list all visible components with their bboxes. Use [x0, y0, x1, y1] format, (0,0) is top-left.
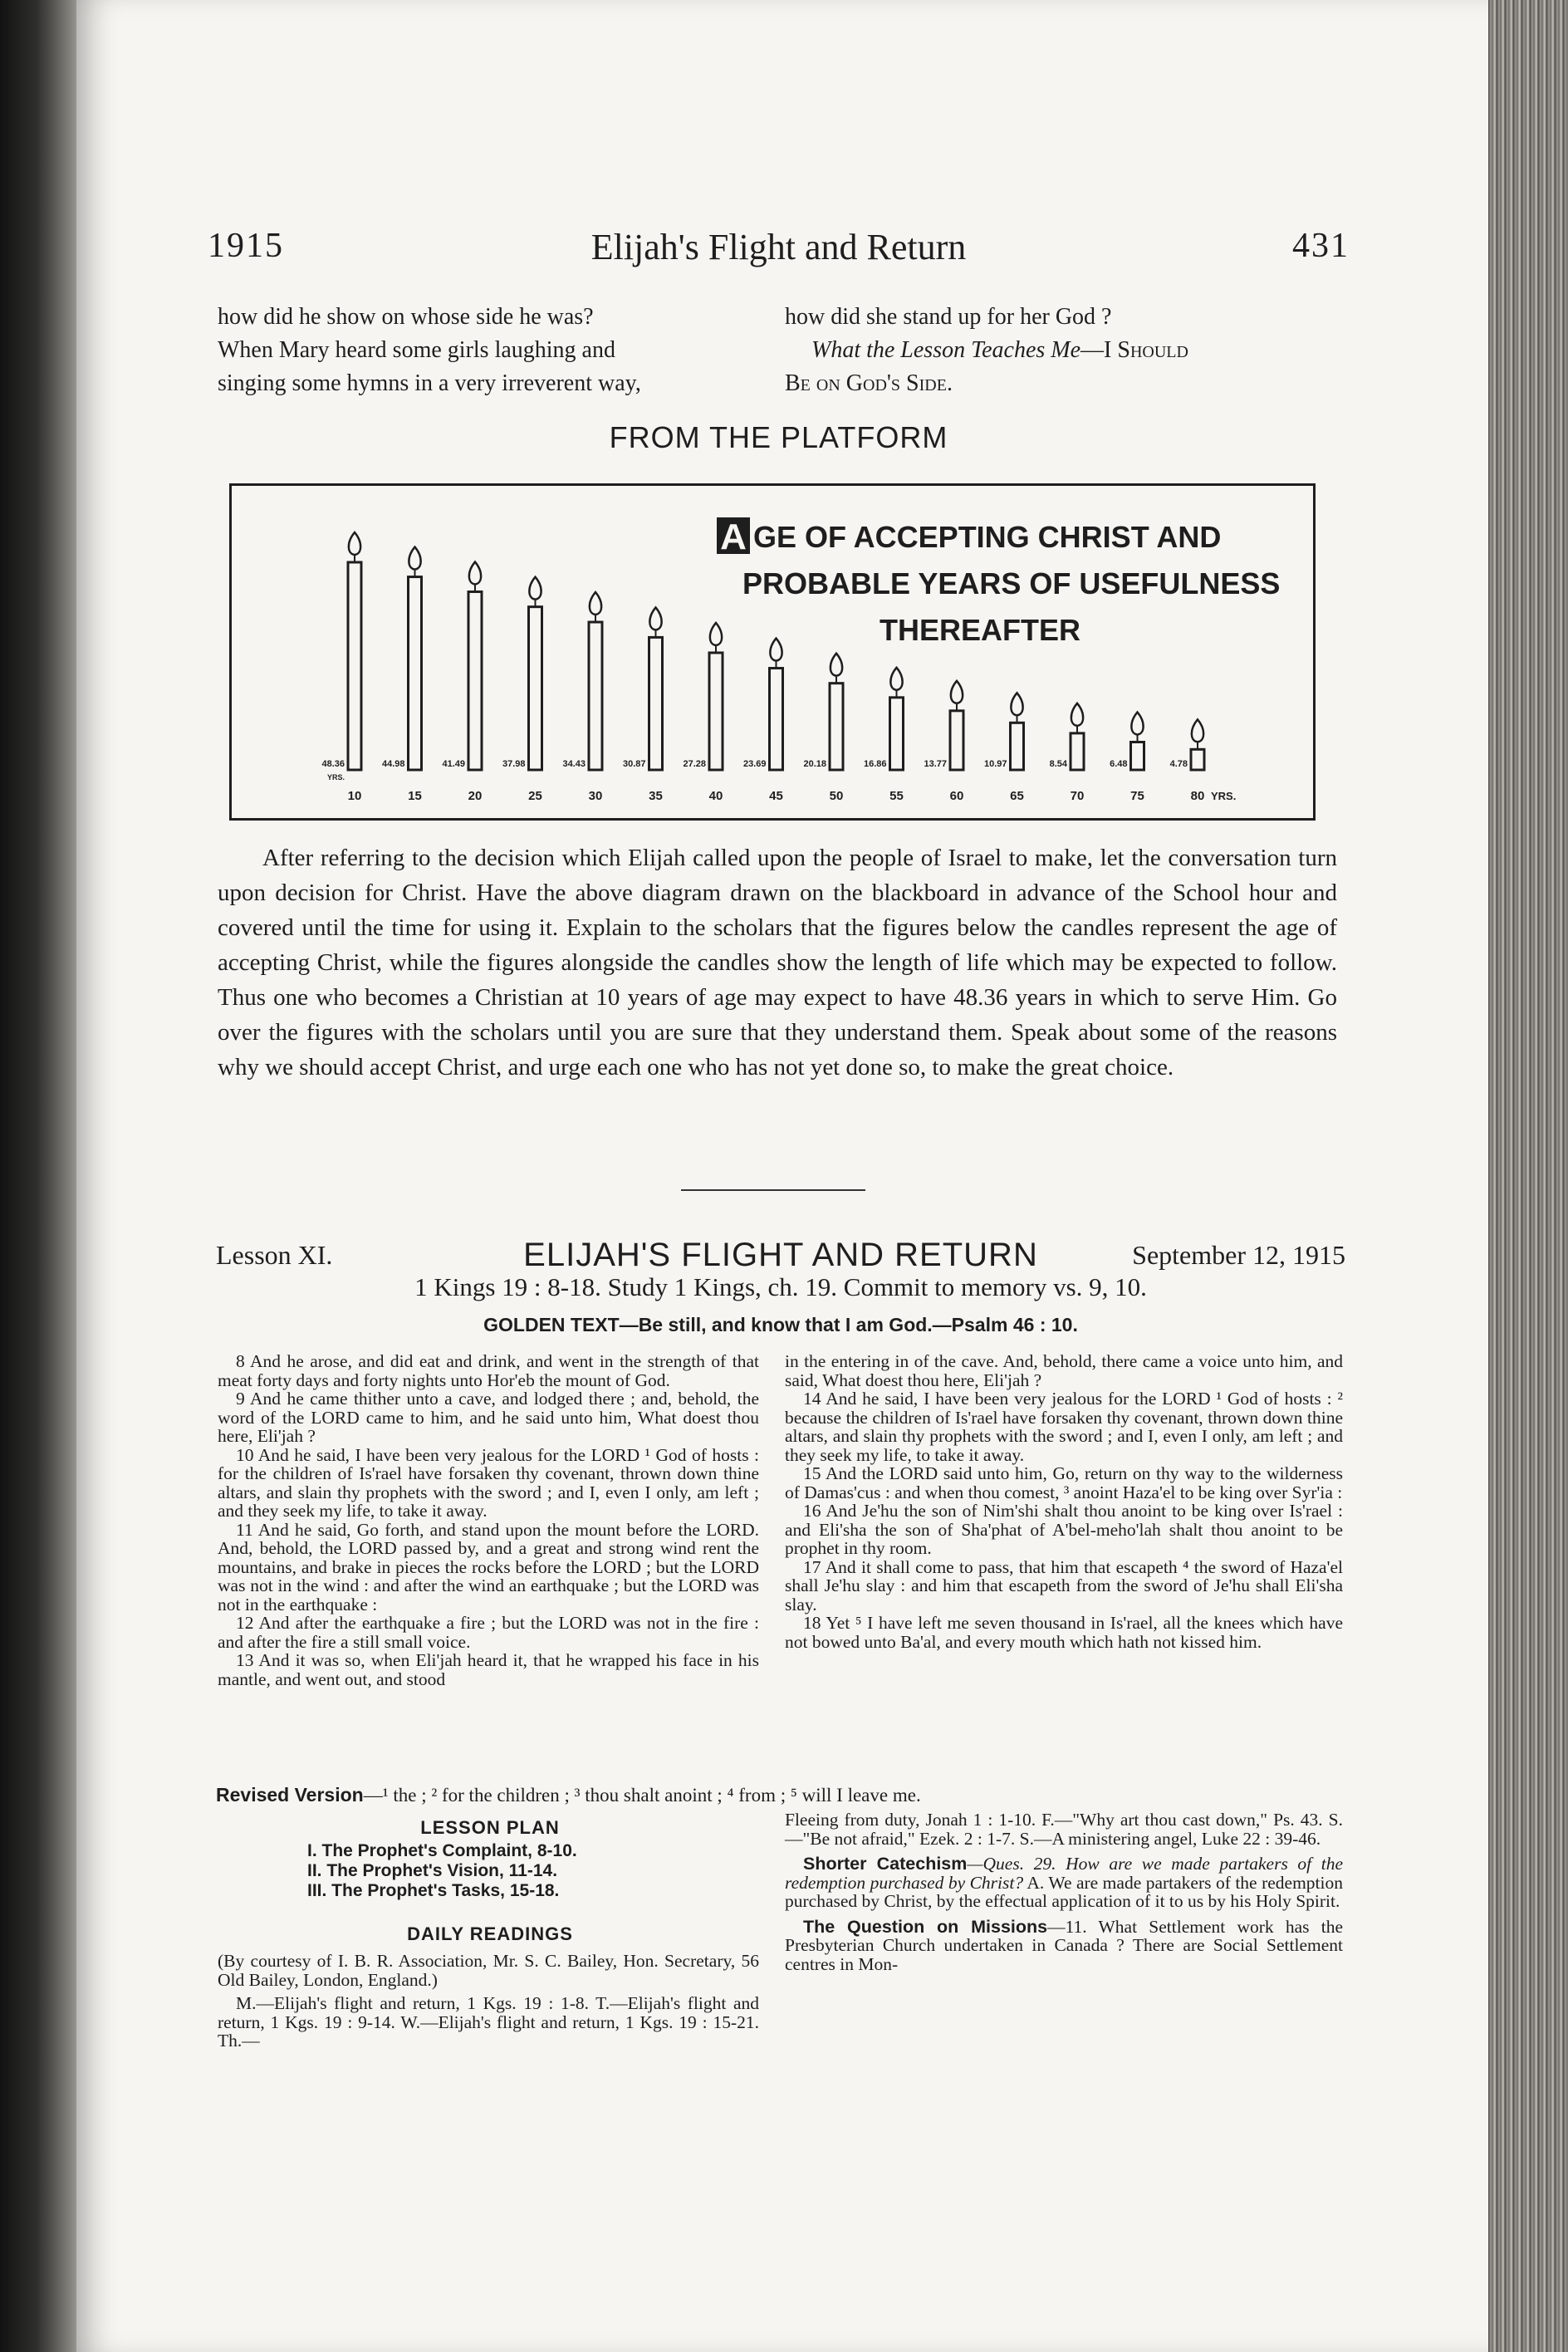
verse: 14 And he said, I have been very jealous for the LORD ¹ God of hosts : ² because the children of Is'rael have forsaken thy covenant, thrown down thine altars, and slain thy prophets with the sword ; and I, even I only, am left ; and they seek my life, to take it away.: [785, 1389, 1343, 1465]
age-label: 25: [528, 789, 542, 803]
candle-flame: [409, 547, 420, 570]
candle-flame: [890, 668, 902, 690]
age-label: 20: [468, 789, 483, 803]
platform-heading: FROM THE PLATFORM: [609, 420, 948, 454]
age-label: 35: [649, 789, 663, 803]
right-bottom-column: [785, 1811, 1343, 1973]
shorter-catechism: [785, 1855, 1343, 1911]
candle-flame: [590, 592, 601, 615]
candle-50: [830, 684, 843, 770]
value-label: 34.43: [562, 759, 586, 769]
catechism-answer: A. We are made partakers of the redemption purchased by Christ, by the effectual application of it to us by his Holy Spirit.: [785, 1872, 1343, 1911]
verse: 9 And he came thither unto a cave, and lodged there ; and, behold, the word of the LORD came to him, and he said unto him, What doest thou here, Eli'jah ?: [218, 1389, 759, 1446]
age-label: 80: [1190, 789, 1205, 803]
verse: 16 And Je'hu the son of Nim'shi shalt thou anoint to be king over Is'rael : and Eli'sha the son of Sha'phat of A'bel-meho'lah shalt thou anoint to be prophet in thy room.: [785, 1501, 1343, 1558]
candle-flame: [770, 639, 782, 661]
candle-10: [348, 562, 361, 770]
chart-title-line-1: GE OF ACCEPTING CHRIST AND: [753, 520, 1222, 554]
value-label: 13.77: [924, 759, 947, 769]
missions-question: [785, 1918, 1343, 1974]
verse: 8 And he arose, and did eat and drink, and went in the strength of that meat forty days and forty nights unto Hor'eb the mount of God.: [218, 1351, 759, 1390]
age-label: 45: [769, 789, 783, 803]
candle-55: [890, 698, 904, 770]
lesson-plan-item: III. The Prophet's Tasks, 15-18.: [307, 1881, 560, 1900]
candle-15: [409, 577, 422, 770]
golden-text: GOLDEN TEXT—Be still, and know that I am God.—Psalm 46 : 10.: [483, 1314, 1078, 1335]
value-label: 27.28: [683, 759, 706, 769]
header-title: Elijah's Flight and Return: [590, 227, 967, 267]
readings-text: M.—Elijah's flight and return, 1 Kgs. 19 : 1-8. T.—Elijah's flight and return, 1 Kgs. 19 : 9-14. W.—Elijah's flight and return, 1 Kgs. 19 : 15-21. Th.—: [218, 1993, 759, 2051]
value-label: 30.87: [622, 759, 646, 769]
candle-flame: [951, 681, 963, 703]
verse: 11 And he said, Go forth, and stand upon the mount before the LORD. And, behold, the LORD passed by, and a great and strong wind rent the mountains, and brake in pieces the rocks before the LORD ; but the LORD was not in the wind : and after the wind an earthquake ; but the LORD was not in the earthquake :: [218, 1519, 759, 1615]
lesson-plan-item: I. The Prophet's Complaint, 8-10.: [307, 1841, 577, 1860]
revised-text: —¹ the ; ² for the children ; ³ thou shalt anoint ; ⁴ from ; ⁵ will I leave me.: [363, 1785, 921, 1806]
value-unit: YRS.: [326, 773, 345, 782]
candle-flame: [1131, 713, 1143, 735]
top-left-column: [218, 301, 749, 400]
section-divider: [681, 1189, 865, 1191]
value-label: 23.69: [742, 759, 767, 769]
verse: 17 And it shall come to pass, that him that escapeth ⁴ the sword of Haza'el shall Je'hu slay : and him that escapeth from the sword of Je'hu shall Eli'sha slay.: [785, 1556, 1343, 1615]
age-label: 65: [1010, 789, 1024, 803]
candle-flame: [1192, 719, 1203, 742]
lesson-teaches-label: What the Lesson Teaches Me: [811, 337, 1081, 363]
candle-flame: [831, 654, 842, 676]
candle-flame: [710, 623, 722, 645]
candle-flame: [469, 562, 481, 585]
candle-80: [1191, 749, 1204, 770]
lesson-teaches-line: What the Lesson Teaches Me—I Should: [811, 337, 1188, 363]
lesson-plan-heading: LESSON PLAN: [420, 1817, 560, 1838]
lesson-heading: [216, 1227, 1345, 1274]
age-label: 15: [408, 789, 422, 803]
catechism-question: How are we made partakers of the redemption purchased by Christ?: [785, 1854, 1344, 1893]
verses-right-column: [785, 1352, 1343, 1651]
platform-text: [218, 840, 1337, 1085]
age-label: 55: [889, 789, 904, 803]
value-label: 4.78: [1169, 759, 1188, 769]
age-label: 75: [1130, 789, 1144, 803]
verse: 13 And it was so, when Eli'jah heard it, that he wrapped his face in his mantle, and went out, and stood: [218, 1650, 759, 1689]
lesson-date: September 12, 1915: [1132, 1240, 1345, 1270]
chart-title-line-3: THEREAFTER: [880, 613, 1080, 647]
candle-30: [589, 622, 602, 770]
age-label: 50: [829, 789, 844, 803]
daily-readings-heading: DAILY READINGS: [407, 1923, 573, 1944]
verse: 10 And he said, I have been very jealous for the LORD ¹ God of hosts : for the children of Is'rael have forsaken thy covenant, thrown down thine altars, and slain thy prophets with the sword ; and I, even I only, am left ; and they seek my life, to take it away.: [218, 1444, 759, 1521]
header-year: 1915: [208, 227, 284, 265]
top-left-line: how did he show on whose side he was?: [218, 304, 594, 330]
value-label: 6.48: [1110, 759, 1128, 769]
revised-version-notes: [216, 1784, 1345, 1806]
catechism-ques: —Ques. 29.: [967, 1854, 1056, 1874]
value-label: 8.54: [1049, 759, 1067, 769]
platform-paragraph: After referring to the decision which Elijah called upon the people of Israel to make, let the conversation turn upon decision for Christ. Have the above diagram drawn on the blackboard in advance of the School hour and covered until the time for using it. Explain to the scholars that the figures below the candles represent the age of accepting Christ, while the figures alongside the candles show the length of life which may be expected to follow. Thus one who becomes a Christian at 10 years of age may expect to have 48.36 years in which to serve Him. Go over the figures with the scholars until you are sure that they understand them. Speak about some of the reasons why we should accept Christ, and urge each one who has not yet done so, to make the great choice.: [218, 845, 1337, 1080]
top-left-line: When Mary heard some girls laughing and: [218, 337, 615, 363]
title-initial: A: [720, 517, 747, 557]
value-label: 44.98: [381, 759, 405, 769]
lesson-number: Lesson XI.: [216, 1240, 333, 1270]
age-label: 30: [588, 789, 603, 803]
verse: in the entering in of the cave. And, behold, there came a voice unto him, and said, What doest thou here, Eli'jah ?: [785, 1351, 1343, 1390]
revised-label: Revised Version: [216, 1784, 364, 1806]
lesson-teaches-text-2: Be on God's Side.: [785, 370, 953, 396]
value-label: 10.97: [983, 759, 1007, 769]
verse: 15 And the LORD said unto him, Go, return on thy way to the wilderness of Damas'cus : and when thou comest, ³ anoint Haza'el to be king over Syr'ia :: [785, 1463, 1343, 1502]
value-label: 16.86: [863, 759, 887, 769]
candle-flame: [1071, 703, 1083, 726]
age-unit: YRS.: [1211, 790, 1237, 802]
candle-45: [770, 669, 783, 770]
top-left-line: singing some hymns in a very irreverent way,: [218, 370, 641, 396]
age-label: 40: [708, 789, 723, 803]
value-label: 48.36: [321, 759, 345, 769]
lesson-plan-item: II. The Prophet's Vision, 11-14.: [307, 1861, 558, 1880]
page-edges: [1488, 0, 1568, 2352]
candle-flame: [349, 532, 360, 555]
missions-text: —11. What Settlement work has the Presbyterian Church undertaken in Canada ? There are Social Settlement centres in Mon-: [785, 1916, 1344, 1974]
readings-courtesy: (By courtesy of I. B. R. Association, Mr. S. C. Bailey, Hon. Secretary, 56 Old Bailey, London, England.): [218, 1951, 759, 1990]
missions-label: The Question on Missions: [803, 1916, 1048, 1937]
verse: 12 And after the earthquake a fire ; but the LORD was not in the fire : and after the fire a still small voice.: [218, 1613, 759, 1652]
age-label: 10: [347, 789, 362, 803]
lesson-plan-list: [307, 1841, 577, 1901]
candle-60: [950, 711, 963, 770]
scripture-reference: 1 Kings 19 : 8-18. Study 1 Kings, ch. 19. Commit to memory vs. 9, 10.: [414, 1272, 1147, 1301]
candle-flame: [649, 607, 661, 630]
catechism-label: Shorter Catechism: [803, 1854, 968, 1874]
candle-70: [1071, 733, 1084, 770]
verse: 18 Yet ⁵ I have left me seven thousand in Is'rael, all the knees which have not bowed unto Ba'al, and every mouth which hath not kissed him.: [785, 1613, 1343, 1652]
candle-65: [1011, 723, 1024, 770]
candle-chart: [232, 486, 1313, 818]
running-header: [208, 226, 1350, 276]
value-label: 20.18: [803, 759, 826, 769]
candle-20: [468, 592, 482, 770]
candle-flame: [1011, 693, 1022, 715]
chart-title-line-2: PROBABLE YEARS OF USEFULNESS: [742, 566, 1281, 600]
candle-35: [649, 637, 663, 770]
top-right-line: how did she stand up for her God ?: [785, 304, 1112, 330]
candle-40: [709, 653, 723, 770]
age-label: 60: [949, 789, 964, 803]
candle-25: [529, 607, 542, 770]
top-right-column: [785, 301, 1341, 400]
value-label: 41.49: [442, 759, 465, 769]
lesson-teaches-text: I Should: [1104, 337, 1188, 363]
candle-diagram: [229, 483, 1316, 821]
age-label: 70: [1070, 789, 1085, 803]
value-label: 37.98: [502, 759, 526, 769]
lesson-title: ELIJAH'S FLIGHT AND RETURN: [523, 1237, 1038, 1273]
candle-flame: [529, 577, 541, 600]
candle-75: [1131, 742, 1144, 770]
daily-readings: [218, 1952, 759, 2051]
verses-left-column: [218, 1352, 759, 1688]
page-number: 431: [1292, 227, 1350, 265]
readings-continued: Fleeing from duty, Jonah 1 : 1-10. F.—"Why art thou cast down," Ps. 43. S.—"Be not afraid," Ezek. 2 : 1-7. S.—A ministering angel, Luke 22 : 39-46.: [785, 1810, 1343, 1849]
